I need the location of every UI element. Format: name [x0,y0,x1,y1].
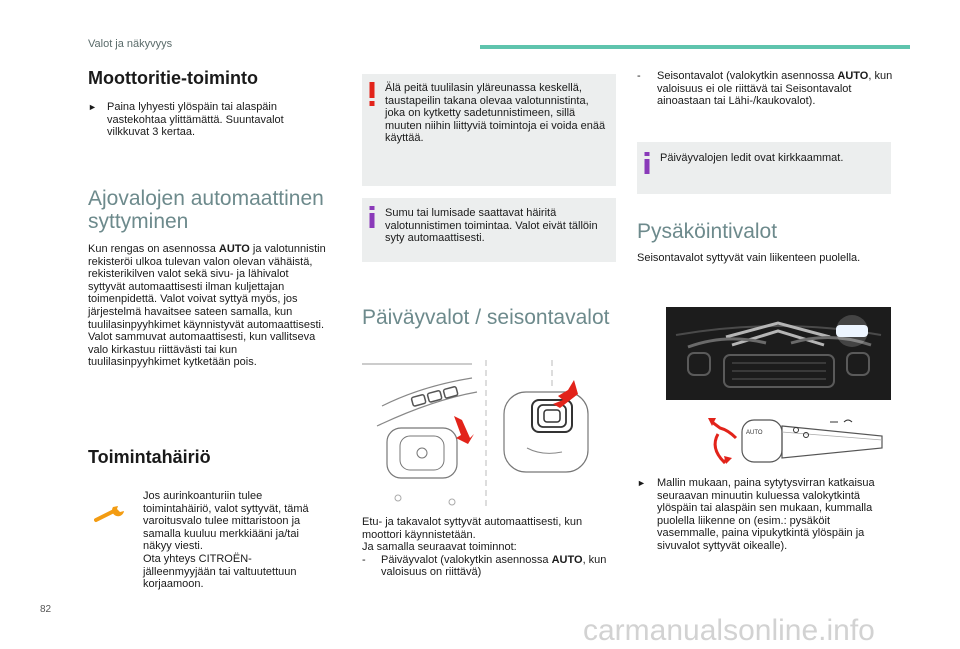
info-text-led: Päiväyvalojen ledit ovat kirkkaammat. [660,152,844,164]
auto-lights-text: Kun rengas on asennossa AUTO ja valotunnistin rekisteröi ulkoa tulevan valon olevan vähäistä, rekisterikilven valot sekä sivu- ja lähivalot syttyvät automaattisesti ilman kuljettajan toimenpidettä. Valot voivat syttyä myös, jos järjestelmä havaitsee sateen samalla, kun tuulilasinpyyhkimet käynnistyvät automaattisesti. Valot sammuvat automaattisesti, kun vallitseva valo kirkastuu riittävästi tai kun tuulilasinpyyhkimet kytketään pois. [88,243,326,369]
drl-text: Etu- ja takavalot syttyvät automaattisesti, kun moottori käynnistetään. Ja samalla seuraavat toiminnot: - Päiväyvalot (valokytkin asennossa AUTO, kun valoisuus on riittävä) [362,516,607,579]
watermark: carmanualsonline.info [583,614,875,647]
info-box-fog [362,198,616,262]
warning-exclamation-icon [368,82,376,106]
light-stalk-illustration [698,408,888,472]
header-accent-line [480,45,910,49]
section-header: Valot ja näkyvyys [88,38,173,50]
info-icon [644,152,650,174]
heading-motorway: Moottoritie-toiminto [88,68,258,88]
motorway-bullet: ► Paina lyhyesti ylöspäin tai alaspäin vastekohtaa ylittämättä. Suuntavalot vilkkuvat 3 kertaa. [88,101,284,139]
arrow-bullet-icon: ► [88,102,97,112]
heading-fault: Toimintahäiriö [88,447,211,467]
dashboard-illustration [362,356,616,508]
info-icon [369,206,375,228]
warning-box [362,74,616,186]
arrow-bullet-icon: ► [637,478,646,488]
heading-auto-lights: Ajovalojen automaattinen syttyminen [88,187,324,233]
fault-text: Jos aurinkoanturiin tulee toimintahäiriö, valot syttyvät, tämä varoitusvalo tulee mittaristoon ja samalla kuuluu merkkiääni ja/tai näkyy viesti. Ota yhteys CITROËN-jälleenmyyjään tai valtuutettuun korjaamoon. [143,490,309,591]
page-number: 82 [40,604,52,615]
stalk-auto-label: AUTO [746,430,763,436]
parking-text: Seisontavalot syttyvät vain liikenteen puolella. [637,252,861,264]
heading-drl: Päiväyvalot / seisontavalot [362,306,610,329]
car-front-illustration [666,307,891,400]
parking-bullet: ► Mallin mukaan, paina sytytysvirran katkaisua seuraavan minuutin kuluessa valokytkintä ylöspäin tai alaspäin sen mukaan, kummalla puolella liikenne on (esim.: pysäköit vasemmalle, paina vipukytkintä ylöspäin ja sivuvalot syttyvät oikealle). [637,477,875,552]
parking-lights-item: - Seisontavalot (valokytkin asennossa AUTO, kun valoisuus ei ole riittävä tai Seisontavalot ainoastaan tai Lähi-/kaukovalot). [637,70,893,108]
wrench-icon [94,503,126,523]
warning-text: Älä peitä tuulilasin yläreunassa keskellä, taustapeilin takana olevaa valotunnistinta, joka on kytketty sadetunnistimeen, sillä muuten niihin liittyviä toimintoja ei voida enää käyttää. [385,82,606,145]
heading-parking: Pysäköintivalot [637,220,778,243]
info-text-fog: Sumu tai lumisade saattavat häiritä valotunnistimen toimintaa. Valot eivät tällöin syty automaattisesti. [385,207,598,245]
info-box-led [637,142,891,194]
